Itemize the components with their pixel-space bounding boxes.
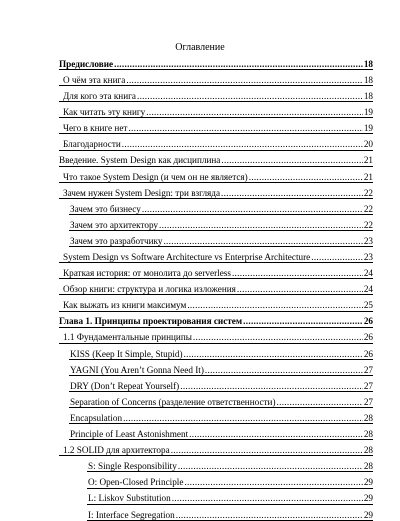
toc-entry-title: Введение. System Design как дисциплина bbox=[59, 155, 221, 166]
toc-entry-title: KISS (Keep It Simple, Stupid) bbox=[70, 348, 183, 359]
toc-entry-title: Principle of Least Astonishment bbox=[70, 429, 189, 440]
toc-entry-page-number: 26 bbox=[363, 316, 373, 327]
table-of-contents bbox=[59, 54, 373, 521]
toc-entry-title: I: Interface Segregation bbox=[88, 509, 175, 520]
toc-entry-title: DRY (Don’t Repeat Yourself) bbox=[70, 380, 180, 391]
toc-entry[interactable] bbox=[59, 118, 373, 134]
dot-leader bbox=[180, 382, 363, 391]
toc-entry-title: L: Liskov Substitution bbox=[88, 493, 171, 504]
toc-entry-page-number: 28 bbox=[363, 429, 373, 440]
toc-entry[interactable] bbox=[59, 312, 373, 328]
toc-entry-title: S: Single Responsibility bbox=[88, 461, 177, 472]
toc-entry-page-number: 28 bbox=[363, 461, 373, 472]
dot-leader bbox=[232, 269, 363, 278]
toc-entry-page-number: 29 bbox=[363, 493, 373, 504]
toc-entry[interactable] bbox=[59, 86, 373, 102]
toc-entry-title: Благодарности bbox=[63, 139, 121, 150]
dot-leader bbox=[249, 173, 363, 182]
toc-entry-page-number: 22 bbox=[363, 187, 373, 198]
toc-entry[interactable] bbox=[59, 295, 373, 311]
toc-entry[interactable] bbox=[59, 392, 373, 408]
toc-entry-title: О чём эта книга bbox=[63, 74, 126, 85]
toc-entry[interactable] bbox=[59, 263, 373, 279]
toc-entry[interactable] bbox=[59, 328, 373, 344]
toc-entry-page-number: 23 bbox=[363, 252, 373, 263]
dot-leader bbox=[187, 301, 362, 310]
dot-leader bbox=[128, 124, 362, 133]
toc-entry-title: Чего в книге нет bbox=[63, 123, 128, 134]
toc-entry-page-number: 24 bbox=[363, 268, 373, 279]
toc-entry-page-number: 23 bbox=[363, 235, 373, 246]
toc-entry-page-number: 28 bbox=[363, 445, 373, 456]
toc-entry[interactable] bbox=[59, 279, 373, 295]
dot-leader bbox=[172, 494, 363, 503]
toc-entry-page-number: 18 bbox=[363, 74, 373, 85]
toc-entry-page-number: 22 bbox=[363, 219, 373, 230]
toc-entry-title: 1.1 Фундаментальные принципы bbox=[63, 332, 192, 343]
toc-entry[interactable] bbox=[59, 54, 373, 70]
toc-entry[interactable] bbox=[59, 134, 373, 150]
toc-entry-page-number: 25 bbox=[363, 300, 373, 311]
toc-entry-page-number: 27 bbox=[363, 380, 373, 391]
toc-entry-page-number: 18 bbox=[363, 58, 373, 69]
toc-entry-title: Зачем это бизнесу bbox=[70, 203, 141, 214]
dot-leader bbox=[123, 414, 363, 423]
toc-entry-page-number: 26 bbox=[363, 348, 373, 359]
toc-entry[interactable] bbox=[59, 472, 373, 488]
toc-entry-title: Зачем это разработчику bbox=[70, 235, 163, 246]
toc-entry[interactable] bbox=[59, 70, 373, 86]
toc-entry[interactable] bbox=[59, 344, 373, 360]
dot-leader bbox=[221, 156, 362, 165]
toc-entry[interactable] bbox=[59, 215, 373, 231]
toc-entry-title: Как выжать из книги максимум bbox=[63, 300, 187, 311]
toc-entry-page-number: 29 bbox=[363, 477, 373, 488]
page-title: Оглавление bbox=[175, 42, 225, 53]
dot-leader bbox=[142, 205, 363, 214]
dot-leader bbox=[205, 366, 363, 375]
toc-entry-title: Предисловие bbox=[59, 58, 114, 69]
toc-entry-page-number: 24 bbox=[363, 284, 373, 295]
dot-leader bbox=[237, 285, 363, 294]
dot-leader bbox=[189, 430, 363, 439]
dot-leader bbox=[126, 76, 362, 85]
toc-entry[interactable] bbox=[59, 505, 373, 521]
dot-leader bbox=[137, 92, 363, 101]
toc-entry-page-number: 29 bbox=[363, 509, 373, 520]
toc-entry-page-number: 18 bbox=[363, 91, 373, 102]
dot-leader bbox=[163, 237, 362, 246]
toc-entry[interactable] bbox=[59, 151, 373, 167]
dot-leader bbox=[184, 350, 363, 359]
toc-entry-title: YAGNI (You Aren’t Gonna Need It) bbox=[70, 364, 204, 375]
dot-leader bbox=[311, 253, 363, 262]
dot-leader bbox=[243, 317, 363, 326]
dot-leader bbox=[114, 60, 363, 69]
toc-entry-title: Обзор книги: структура и логика изложения bbox=[63, 284, 236, 295]
dot-leader bbox=[193, 333, 363, 342]
dot-leader bbox=[184, 478, 362, 487]
toc-entry-title: Зачем это архитектору bbox=[70, 219, 159, 230]
toc-entry-page-number: 26 bbox=[363, 332, 373, 343]
toc-entry[interactable] bbox=[59, 167, 373, 183]
toc-entry-title: Как читать эту книгу bbox=[63, 107, 146, 118]
dot-leader bbox=[171, 446, 363, 455]
dot-leader bbox=[221, 189, 363, 198]
toc-entry[interactable] bbox=[59, 424, 373, 440]
toc-entry-title: 1.2 SOLID для архитектора bbox=[63, 445, 170, 456]
toc-entry-title: Что такое System Design (и чем он не является) bbox=[63, 171, 248, 182]
toc-entry-title: O: Open-Closed Principle bbox=[88, 477, 184, 488]
toc-entry-page-number: 27 bbox=[363, 364, 373, 375]
toc-entry[interactable] bbox=[59, 102, 373, 118]
toc-entry-title: Для кого эта книга bbox=[63, 91, 136, 102]
toc-entry[interactable] bbox=[59, 231, 373, 247]
toc-entry[interactable] bbox=[59, 376, 373, 392]
dot-leader bbox=[146, 108, 363, 117]
toc-entry-page-number: 27 bbox=[363, 396, 373, 407]
toc-entry-page-number: 20 bbox=[363, 139, 373, 150]
toc-entry-title: System Design vs Software Architecture vs Enterprise Architecture bbox=[63, 252, 311, 263]
toc-entry-title: Separation of Concerns (разделение ответственности) bbox=[70, 396, 276, 407]
toc-entry-page-number: 21 bbox=[363, 155, 373, 166]
toc-entry[interactable] bbox=[59, 408, 373, 424]
toc-entry-page-number: 19 bbox=[363, 123, 373, 134]
toc-entry[interactable] bbox=[59, 183, 373, 199]
toc-entry[interactable] bbox=[59, 247, 373, 263]
toc-entry-page-number: 19 bbox=[363, 107, 373, 118]
dot-leader bbox=[122, 140, 363, 149]
toc-entry-title: Encapsulation bbox=[70, 412, 123, 423]
toc-entry-page-number: 22 bbox=[363, 203, 373, 214]
dot-leader bbox=[159, 221, 363, 230]
toc-entry-page-number: 21 bbox=[363, 171, 373, 182]
toc-entry[interactable] bbox=[59, 489, 373, 505]
toc-entry-title: Краткая история: от монолита до serverless bbox=[63, 268, 231, 279]
toc-entry[interactable] bbox=[59, 440, 373, 456]
toc-entry[interactable] bbox=[59, 456, 373, 472]
toc-entry[interactable] bbox=[59, 360, 373, 376]
toc-entry-title: Глава 1. Принципы проектирования систем bbox=[59, 316, 243, 327]
dot-leader bbox=[277, 398, 363, 407]
toc-entry-page-number: 28 bbox=[363, 412, 373, 423]
toc-entry[interactable] bbox=[59, 199, 373, 215]
toc-entry-title: Зачем нужен System Design: три взгляда bbox=[63, 187, 221, 198]
dot-leader bbox=[178, 462, 363, 471]
dot-leader bbox=[176, 511, 363, 520]
